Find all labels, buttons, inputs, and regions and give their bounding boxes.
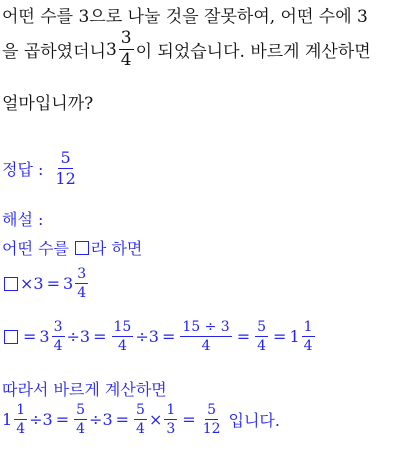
eq3-tail: 입니다. bbox=[228, 411, 280, 430]
eq2-t1-whole: 3 bbox=[39, 327, 50, 346]
eq2-t1-den: 4 bbox=[53, 338, 63, 354]
question-text-2b: 이 되었습니다. 바르게 계산하면 bbox=[135, 42, 371, 62]
eq3-times: × bbox=[148, 410, 163, 429]
eq3-result-num: 5 bbox=[207, 402, 217, 418]
eq2-three-1: 3 bbox=[79, 327, 91, 346]
question-fraction-num: 3 bbox=[120, 28, 132, 48]
eq2-t3-den: 4 bbox=[201, 338, 211, 354]
eq2-equals-3: = bbox=[161, 327, 176, 346]
equation-3 bbox=[2, 403, 280, 436]
eq1-whole: 3 bbox=[63, 274, 74, 293]
question-line-2 bbox=[2, 30, 371, 69]
eq2-equals: = bbox=[23, 327, 37, 346]
solution-intro-line bbox=[2, 236, 142, 259]
question-mixed-whole: 3 bbox=[105, 39, 117, 60]
unknown-box-icon bbox=[4, 277, 18, 291]
answer-fraction bbox=[53, 150, 77, 187]
eq3-b-fraction bbox=[74, 403, 87, 436]
eq3-c-num: 1 bbox=[166, 402, 176, 418]
question-text-1: 어떤 수를 3으로 나눌 것을 잘못하여, 어떤 수에 3 bbox=[2, 7, 368, 27]
eq2-t3-fraction bbox=[180, 320, 231, 353]
question-fraction-den: 4 bbox=[120, 50, 132, 70]
answer-den: 12 bbox=[55, 169, 76, 188]
eq2-t5-whole: 1 bbox=[289, 327, 300, 346]
equation-1 bbox=[2, 267, 90, 300]
eq3-div-1: ÷ bbox=[29, 410, 43, 429]
equation-2 bbox=[2, 320, 317, 353]
unknown-box-icon bbox=[75, 241, 89, 255]
question-line-1 bbox=[2, 2, 368, 27]
eq2-t5-den: 4 bbox=[303, 338, 313, 354]
solution-title-line bbox=[2, 207, 43, 230]
eq3-a-fraction bbox=[14, 403, 27, 436]
eq2-t5-fraction bbox=[302, 320, 315, 353]
answer-line bbox=[2, 150, 80, 187]
eq2-t4-fraction bbox=[255, 320, 268, 353]
question-text-3: 얼마입니까? bbox=[2, 94, 94, 114]
eq3-b-den: 4 bbox=[76, 421, 86, 437]
solution-title: 해설 : bbox=[2, 210, 44, 229]
eq3-c-den: 3 bbox=[166, 421, 176, 437]
eq2-equals-2: = bbox=[93, 327, 107, 346]
eq2-t2-fraction bbox=[112, 320, 134, 353]
eq3-div-2: ÷ bbox=[89, 410, 103, 429]
eq1-three: 3 bbox=[33, 274, 44, 293]
eq1-times: × bbox=[20, 274, 34, 293]
eq3-equals-2: = bbox=[115, 410, 130, 429]
eq2-t5-num: 1 bbox=[303, 319, 313, 335]
eq2-equals-5: = bbox=[273, 327, 287, 346]
eq2-t4-num: 5 bbox=[257, 319, 267, 335]
eq1-den: 4 bbox=[77, 285, 87, 301]
unknown-box-icon bbox=[4, 330, 18, 344]
eq1-fraction bbox=[75, 267, 88, 300]
eq3-result-den: 12 bbox=[202, 421, 221, 437]
question-line-3 bbox=[2, 89, 93, 114]
conclusion-line bbox=[2, 377, 167, 400]
eq2-t1-num: 3 bbox=[53, 319, 63, 335]
eq3-c-fraction bbox=[164, 403, 177, 436]
conclusion-text: 따라서 바르게 계산하면 bbox=[2, 380, 167, 399]
eq3-b2-den: 4 bbox=[136, 421, 145, 437]
eq3-equals-1: = bbox=[55, 410, 70, 429]
eq3-b2-num: 5 bbox=[136, 402, 145, 418]
eq2-equals-4: = bbox=[236, 327, 251, 346]
answer-num: 5 bbox=[60, 148, 71, 167]
eq3-equals-3: = bbox=[182, 410, 196, 429]
eq2-div-2: ÷ bbox=[135, 327, 149, 346]
eq2-t4-den: 4 bbox=[257, 338, 267, 354]
answer-label: 정답 : bbox=[2, 160, 44, 179]
eq2-t2-den: 4 bbox=[117, 338, 127, 354]
solution-intro-post: 라 하면 bbox=[90, 239, 143, 258]
eq3-three-1: 3 bbox=[42, 410, 53, 429]
eq3-a-den: 4 bbox=[16, 421, 26, 437]
eq3-result-fraction bbox=[201, 403, 223, 436]
eq3-three-2: 3 bbox=[102, 410, 113, 429]
eq3-b-num: 5 bbox=[76, 402, 86, 418]
eq2-t3-num: 15 ÷ 3 bbox=[182, 319, 230, 335]
eq3-a-whole: 1 bbox=[2, 410, 13, 429]
eq1-equals: = bbox=[46, 274, 60, 293]
eq2-div-1: ÷ bbox=[66, 327, 80, 346]
eq3-b2-fraction bbox=[134, 403, 147, 436]
eq2-t2-num: 15 bbox=[113, 319, 132, 335]
eq3-a-num: 1 bbox=[16, 402, 26, 418]
question-text-2a: 을 곱하였더니 bbox=[2, 42, 106, 62]
solution-intro-pre: 어떤 수를 bbox=[2, 239, 69, 258]
eq2-t1-fraction bbox=[52, 320, 65, 353]
question-fraction bbox=[119, 30, 134, 69]
eq1-num: 3 bbox=[77, 266, 87, 282]
eq2-three-2: 3 bbox=[148, 327, 159, 346]
